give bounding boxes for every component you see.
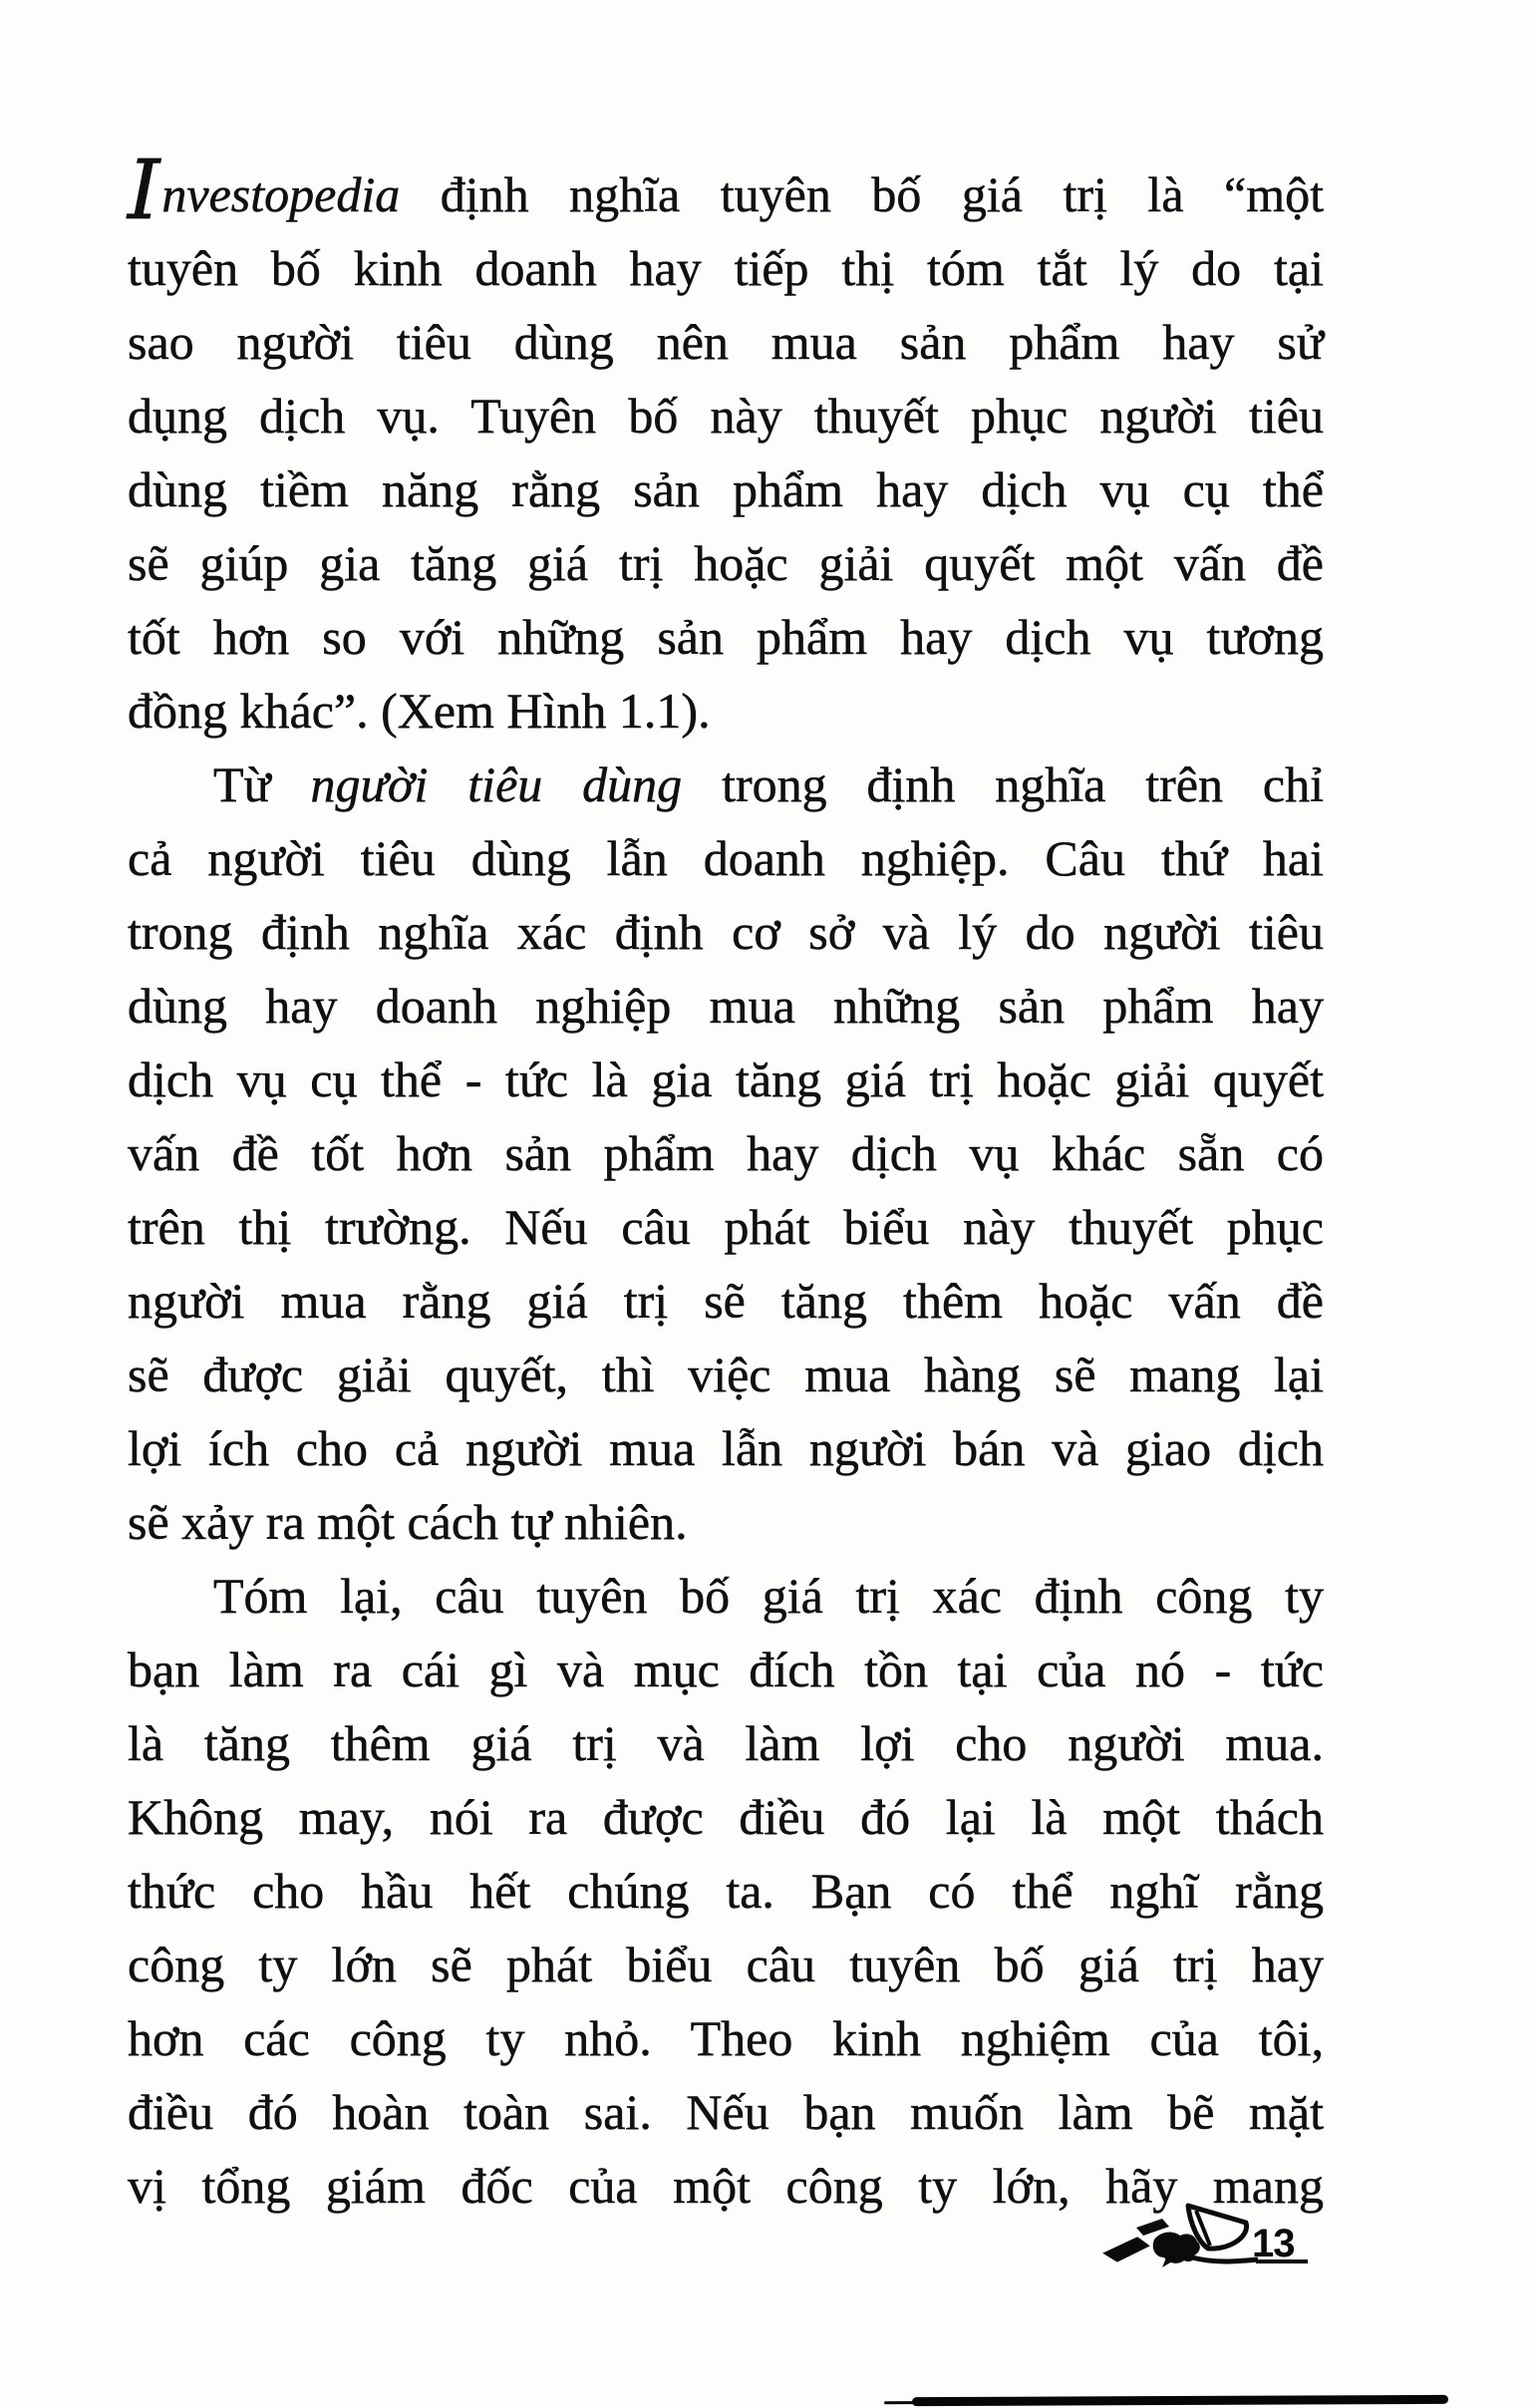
text-segment: trong định nghĩa trên chỉ xyxy=(682,756,1324,812)
text-line xyxy=(128,1116,1324,1190)
text-line xyxy=(128,1633,1324,1706)
text-line xyxy=(128,1559,1324,1633)
text-line xyxy=(128,2075,1324,2149)
text-segment: dụng dịch vụ. Tuyên bố này thuyết phục người tiêu xyxy=(128,388,1324,444)
page-number: 13 xyxy=(1252,2222,1295,2265)
text-segment: Từ xyxy=(213,756,311,812)
text-segment: sẽ xảy ra một cách tự nhiên. xyxy=(128,1494,688,1550)
text-segment: nvestopedia xyxy=(161,166,401,222)
text-line xyxy=(128,231,1324,305)
text-line xyxy=(128,1264,1324,1338)
text-segment: người tiêu dùng xyxy=(310,756,683,812)
text-segment: là tăng thêm giá trị và làm lợi cho người mua. xyxy=(128,1715,1324,1771)
text-line xyxy=(128,1706,1324,1780)
text-line xyxy=(128,969,1324,1043)
text-line xyxy=(128,1411,1324,1485)
text-segment: tuyên bố kinh doanh hay tiếp thị tóm tắt lý do tại xyxy=(128,240,1324,296)
text-block xyxy=(128,144,1324,2223)
scan-artifact-bar xyxy=(912,2395,1448,2406)
text-line xyxy=(128,305,1324,379)
text-segment: bạn làm ra cái gì và mục đích tồn tại của nó - tức xyxy=(128,1642,1324,1697)
text-segment: vấn đề tốt hơn sản phẩm hay dịch vụ khác sẵn có xyxy=(128,1125,1324,1181)
paragraph xyxy=(128,748,1324,1559)
text-line xyxy=(128,1854,1324,1928)
text-segment: sao người tiêu dùng nên mua sản phẩm hay sử xyxy=(128,314,1324,370)
text-segment: lợi ích cho cả người mua lẫn người bán và giao dịch xyxy=(128,1420,1324,1476)
text-segment: dùng tiềm năng rằng sản phẩm hay dịch vụ cụ thể xyxy=(128,461,1324,517)
text-segment: Tóm lại, câu tuyên bố giá trị xác định công ty xyxy=(213,1568,1324,1624)
text-segment: hơn các công ty nhỏ. Theo kinh nghiệm của tôi, xyxy=(128,2010,1324,2066)
text-segment: trên thị trường. Nếu câu phát biểu này thuyết phục xyxy=(128,1199,1324,1255)
text-line xyxy=(128,144,1324,238)
text-segment: tốt hơn so với những sản phẩm hay dịch vụ tương xyxy=(128,609,1324,665)
text-line xyxy=(128,452,1324,526)
paragraph xyxy=(128,1559,1324,2223)
text-segment: sẽ được giải quyết, thì việc mua hàng sẽ mang lại xyxy=(128,1347,1324,1402)
text-line xyxy=(128,526,1324,600)
text-line xyxy=(128,821,1324,895)
text-segment: sẽ giúp gia tăng giá trị hoặc giải quyết một vấn đề xyxy=(128,535,1324,591)
text-segment: Không may, nói ra được điều đó lại là một thách xyxy=(128,1789,1324,1845)
text-segment: đồng khác”. (Xem Hình 1.1). xyxy=(128,683,711,739)
text-line xyxy=(128,600,1324,674)
text-line xyxy=(128,1485,1324,1559)
page-footer xyxy=(1096,2198,1336,2275)
text-segment: định nghĩa tuyên bố giá trị là “một xyxy=(400,166,1324,222)
text-segment: trong định nghĩa xác định cơ sở và lý do người tiêu xyxy=(128,904,1324,960)
text-line xyxy=(128,674,1324,748)
text-segment: dùng hay doanh nghiệp mua những sản phẩm hay xyxy=(128,978,1324,1034)
text-segment: cả người tiêu dùng lẫn doanh nghiệp. Câu thứ hai xyxy=(128,830,1324,886)
text-line xyxy=(128,2001,1324,2075)
text-segment: vị tổng giám đốc của một công ty lớn, hãy mang xyxy=(128,2158,1324,2214)
text-line xyxy=(128,1043,1324,1116)
text-line xyxy=(128,1190,1324,1264)
text-segment: người mua rằng giá trị sẽ tăng thêm hoặc vấn đề xyxy=(128,1273,1324,1329)
text-segment: dịch vụ cụ thể - tức là gia tăng giá trị hoặc giải quyết xyxy=(128,1052,1324,1107)
text-line xyxy=(128,748,1324,821)
text-line xyxy=(128,895,1324,969)
text-line xyxy=(128,379,1324,452)
text-line xyxy=(128,1928,1324,2001)
text-line xyxy=(128,1338,1324,1411)
text-segment: thức cho hầu hết chúng ta. Bạn có thể nghĩ rằng xyxy=(128,1863,1324,1919)
drop-cap: I xyxy=(128,144,160,238)
paragraph xyxy=(128,144,1324,748)
text-line xyxy=(128,1780,1324,1854)
text-segment: công ty lớn sẽ phát biểu câu tuyên bố giá trị hay xyxy=(128,1937,1324,1992)
text-segment: điều đó hoàn toàn sai. Nếu bạn muốn làm bẽ mặt xyxy=(128,2084,1324,2140)
